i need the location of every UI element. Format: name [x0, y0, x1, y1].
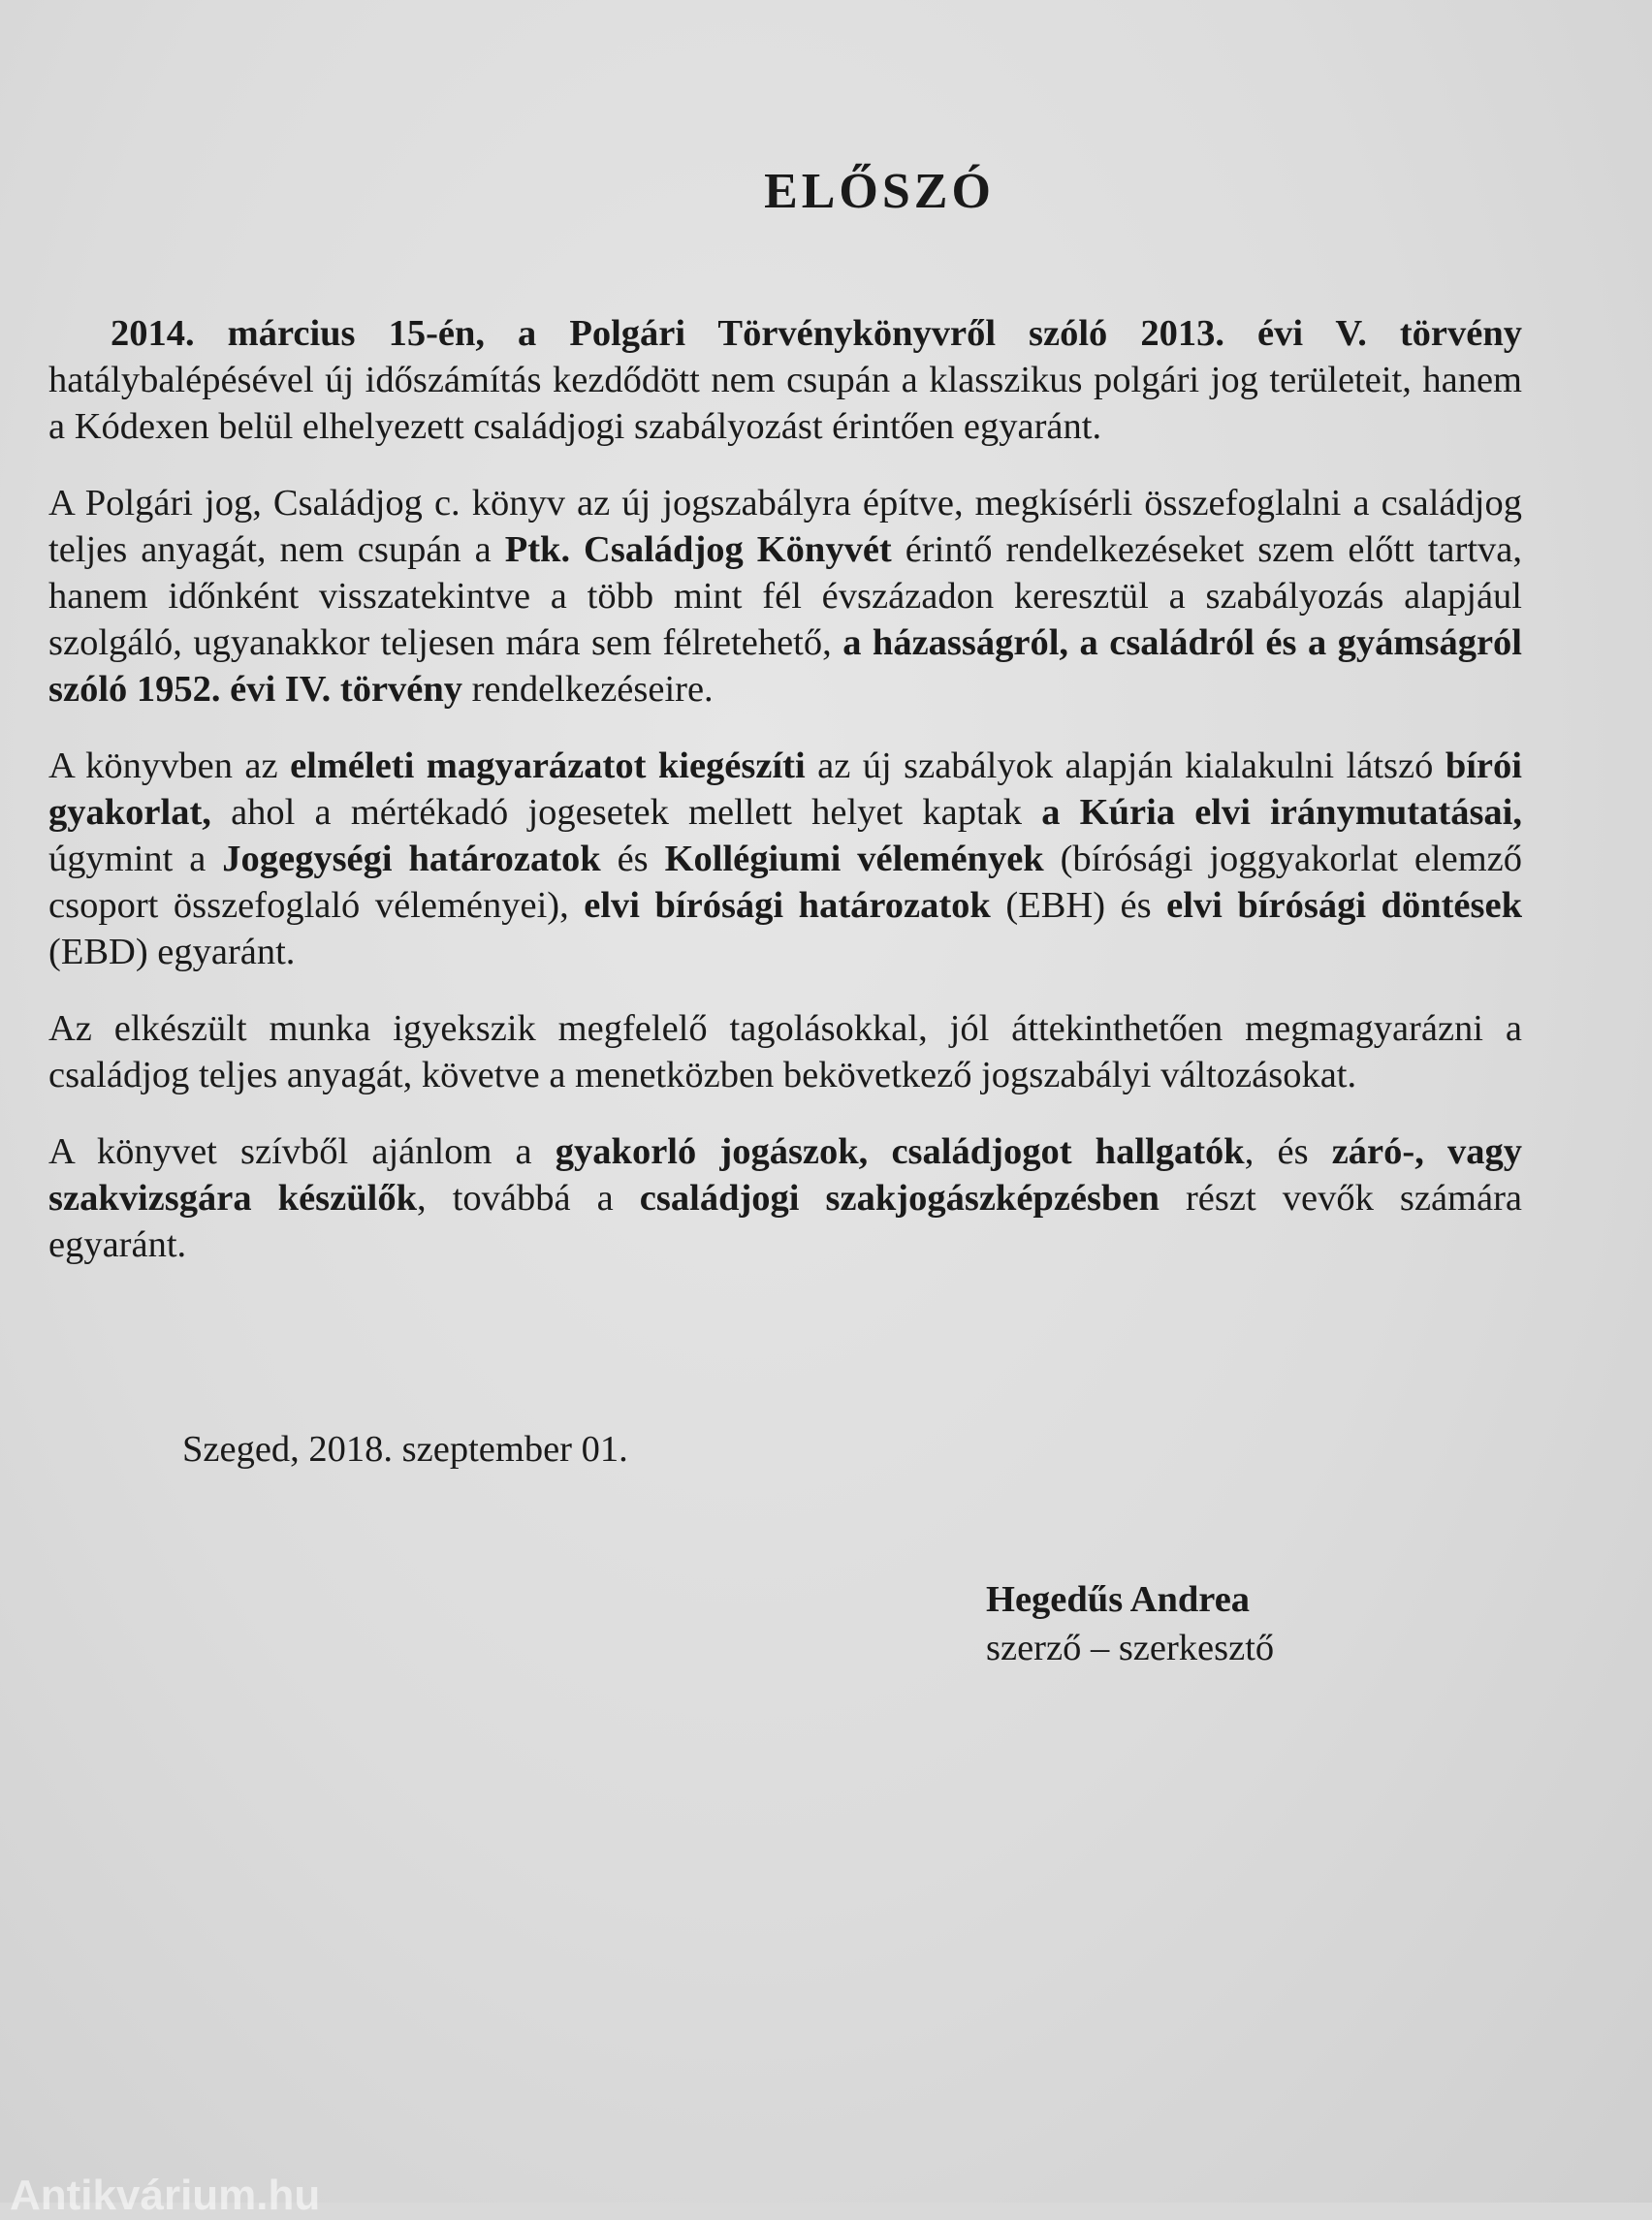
signature-block — [986, 1575, 1274, 1672]
preface-body — [48, 310, 1522, 1298]
bold-text-run: elvi bírósági határozatok — [584, 885, 991, 926]
text-run: , továbbá a — [417, 1178, 640, 1219]
text-run: (EBD) egyaránt. — [48, 932, 296, 972]
text-run: ahol a mértékadó jogesetek mellett helyet kaptak — [210, 792, 1042, 833]
text-run: (EBH) és — [990, 885, 1167, 926]
bold-text-run: a házasságról, a családról és a gyámságról szóló 1952. évi IV. törvény — [48, 622, 1522, 710]
author-role: szerző – szerkesztő — [986, 1628, 1275, 1668]
text-run: A könyvet szívből ajánlom a — [48, 1131, 556, 1172]
text-run: rendelkezéseire. — [462, 669, 714, 710]
text-run: az új szabályok alapján kialakulni látszó — [805, 745, 1446, 786]
date-line: Szeged, 2018. szeptember 01. — [182, 1429, 628, 1470]
bold-text-run: elvi bírósági döntések — [1166, 885, 1523, 926]
text-run: (bírósági joggyakorlat elemző csoport összefoglaló véleményei), — [48, 839, 1523, 926]
bold-text-run: a Kúria elvi iránymutatásai, — [1041, 792, 1522, 833]
paragraph-4 — [48, 1005, 1522, 1098]
text-run: érintő rendelkezéseket szem előtt tartva, hanem időnként visszatekintve a több mint fél évszázadon keresztül a szabályozás alapjául szolgáló, ugyanakkor teljesen mára sem félretehető, — [48, 529, 1522, 663]
bold-text-run: bírói gyakorlat, — [48, 745, 1522, 833]
text-run: Az elkészült munka igyekszik megfelelő tagolásokkal, jól áttekinthetően megmagyarázni a családjog teljes anyagát, követve a menetközben bekövetkező jogszabályi változásokat. — [48, 1008, 1522, 1095]
text-run: , és — [1244, 1131, 1332, 1172]
text-run: és — [600, 839, 665, 879]
bold-text-run: gyakorló jogászok, családjogot hallgatók — [555, 1131, 1245, 1172]
watermark-logo: Antikvárium.hu — [10, 2172, 321, 2219]
bold-text-run: Kollégiumi vélemények — [664, 839, 1044, 879]
text-run: A könyvben az — [48, 745, 291, 786]
bold-text-run: 2014. március 15-én, a Polgári Törvénykönyvről szóló 2013. évi V. törvény — [111, 313, 1522, 354]
bold-text-run: családjogi szakjogászképzésben — [639, 1178, 1160, 1219]
paragraph-5 — [48, 1128, 1522, 1268]
bold-text-run: Ptk. Családjog Könyvét — [504, 529, 892, 570]
bold-text-run: záró-, vagy szakvizsgára készülők — [48, 1131, 1522, 1219]
paragraph-3 — [48, 743, 1522, 975]
text-run: hatálybalépésével új időszámítás kezdődött nem csupán a klasszikus polgári jog területeit, hanem a Kódexen belül elhelyezett családjogi szabályozást érintően egyaránt. — [48, 360, 1522, 447]
paragraph-1 — [48, 310, 1522, 450]
page-title: ELŐSZÓ — [764, 164, 995, 219]
text-run: részt vevők számára egyaránt. — [48, 1178, 1522, 1265]
bold-text-run: Jogegységi határozatok — [222, 839, 601, 879]
text-run: úgymint a — [48, 839, 223, 879]
text-run: A Polgári jog, Családjog c. könyv az új jogszabályra építve, megkísérli összefoglalni a családjog teljes anyagát, nem csupán a — [48, 483, 1522, 570]
paragraph-2 — [48, 480, 1522, 713]
author-name: Hegedűs Andrea — [986, 1579, 1251, 1620]
bold-text-run: elméleti magyarázatot kiegészíti — [290, 745, 806, 786]
